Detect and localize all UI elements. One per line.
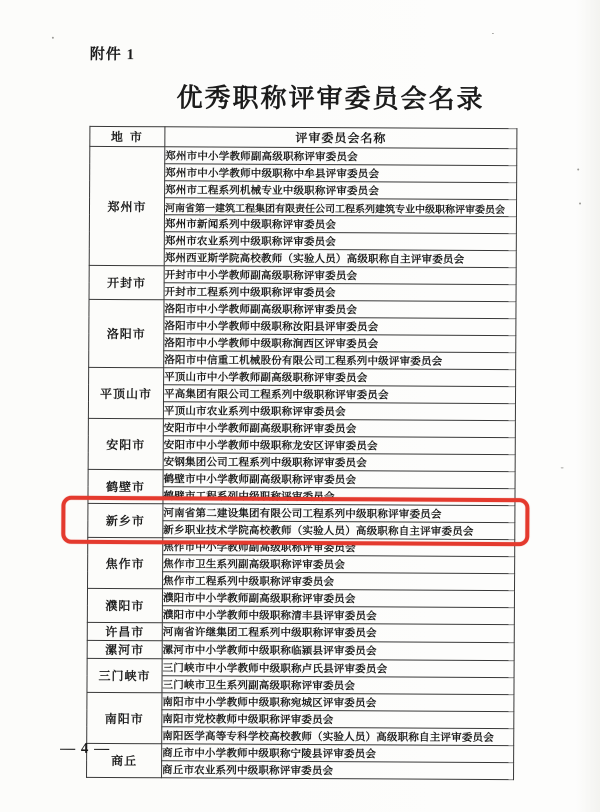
table-row (88, 503, 515, 522)
committee-cell: 濮阳市中小学教师中级职称清丰县评审委员会 (162, 606, 514, 625)
committee-cell: 商丘市农业系列中级职称评审委员会 (162, 761, 514, 780)
table-row (89, 367, 516, 386)
committee-cell: 洛阳市中小学教师中级职称涧西区评审委员会 (164, 334, 516, 353)
committee-cell: 焦作市工程系列中级职称评审委员会 (163, 572, 515, 591)
committee-cell: 焦作市中小学教师副高级职称评审委员会 (163, 538, 515, 557)
committee-cell: 三门峡市中小学教师中级职称卢氏县评审委员会 (162, 659, 514, 678)
committee-cell: 河南省第二建设集团有限公司工程系列中级职称评审委员会 (163, 504, 515, 523)
committee-cell: 河南省第一建筑工程集团有限责任公司工程系列建筑专业中级职称评审委员会 (164, 198, 516, 217)
committee-cell: 安钢集团公司工程系列中级职称评审委员会 (163, 453, 515, 472)
city-cell: 安阳市 (88, 418, 163, 469)
scan-speck (577, 168, 579, 170)
committee-cell: 郑州市新闻系列中级职称评审委员会 (164, 215, 516, 234)
committee-cell: 焦作市卫生系列副高级职称评审委员会 (163, 555, 515, 574)
table-row (89, 299, 516, 318)
committee-cell: 南阳市党校教师中级职称评审委员会 (162, 710, 514, 729)
committee-cell: 洛阳市中小学教师副高级职称评审委员会 (164, 300, 516, 319)
table-row (87, 743, 514, 762)
table-row (88, 469, 515, 488)
city-cell: 三门峡市 (87, 658, 162, 692)
committee-cell: 商丘市中小学教师中级职称宁陵县评审委员会 (162, 744, 514, 763)
table-row (87, 692, 514, 711)
committee-cell: 洛阳市中小学教师中级职称汝阳县评审委员会 (164, 317, 516, 336)
city-cell: 开封市 (89, 265, 164, 299)
committee-cell: 南阳市中小学教师中级职称宛城区评审委员会 (162, 693, 514, 712)
table-row (89, 265, 516, 284)
committee-cell: 郑州市工程系列机械专业中级职称评审委员会 (165, 181, 517, 200)
city-cell: 许昌市 (87, 622, 162, 640)
city-cell: 鹤壁市 (88, 469, 163, 503)
city-cell: 新乡市 (88, 503, 163, 537)
city-cell: 平顶山市 (88, 367, 163, 418)
table-row (87, 622, 514, 642)
document-title: 优秀职称评审委员会名录 (176, 83, 485, 114)
committee-cell: 濮阳市中小学教师副高级职称评审委员会 (162, 589, 514, 608)
city-cell: 洛阳市 (89, 299, 164, 367)
committee-table-body (87, 146, 517, 779)
committee-cell: 平顶山市农业系列中级职称评审委员会 (163, 402, 515, 421)
committee-cell: 三门峡市卫生系列副高级职称评审委员会 (162, 676, 514, 695)
table-header (90, 126, 517, 148)
committee-cell: 鹤壁市中小学教师副高级职称评审委员会 (163, 470, 515, 489)
committee-column-header: 评审委员会名称 (165, 127, 517, 149)
committee-cell: 安阳市中小学教师中级职称龙安区评审委员会 (163, 436, 515, 455)
city-cell: 焦作市 (88, 537, 163, 588)
page-number: — 4 — (60, 740, 111, 758)
attachment-label: 附件 1 (89, 46, 136, 64)
committee-cell: 新乡职业技术学院高校教师（实验人员）高级职称自主评审委员会 (163, 521, 515, 540)
committee-cell: 开封市中小学教师副高级职称评审委员会 (164, 266, 516, 285)
table-row (87, 640, 514, 660)
header-row (90, 126, 517, 148)
city-cell: 商丘 (87, 743, 162, 777)
scan-speck (492, 33, 494, 34)
city-cell: 漯河市 (87, 640, 162, 658)
city-cell: 南阳市 (87, 692, 162, 743)
scan-speck (52, 37, 54, 39)
committee-cell: 郑州市中小学教师中级职称中牟县评审委员会 (165, 164, 517, 183)
table-row (88, 537, 515, 556)
committee-table (86, 126, 517, 780)
committee-cell: 平顶山市中小学教师副高级职称评审委员会 (164, 368, 516, 387)
committee-cell: 洛阳市中信重工机械股份有限公司工程系列中级评审委员会 (164, 351, 516, 370)
committee-cell: 南阳医学高等专科学校高校教师（实验人员）高级职称自主评审委员会 (162, 727, 514, 746)
committee-cell: 安阳市中小学教师副高级职称评审委员会 (163, 419, 515, 438)
committee-cell: 开封市工程系列中级职称评审委员会 (164, 283, 516, 302)
committee-cell: 河南省许继集团工程系列中级职称评审委员会 (162, 623, 514, 643)
scan-speck (561, 467, 564, 468)
committee-cell: 郑州市农业系列中级职称评审委员会 (164, 232, 516, 251)
table-row (87, 658, 514, 677)
committee-cell: 漯河市中小学教师中级职称临颍县评审委员会 (162, 641, 514, 661)
committee-cell: 郑州市中小学教师副高级职称评审委员会 (165, 147, 517, 166)
city-cell: 濮阳市 (87, 588, 162, 622)
scan-speck (579, 202, 581, 204)
city-cell: 郑州市 (89, 146, 165, 265)
city-column-header: 地 市 (90, 126, 165, 146)
table-row (90, 146, 517, 165)
committee-cell: 平高集团有限公司工程系列中级职称评审委员会 (163, 385, 515, 404)
committee-cell: 郑州西亚斯学院高校教师（实验人员）高级职称自主评审委员会 (164, 249, 516, 268)
committee-cell: 鹤壁市工程系列中级职称评审委员会 (163, 487, 515, 506)
table-row (87, 588, 514, 607)
table-row (88, 418, 515, 437)
